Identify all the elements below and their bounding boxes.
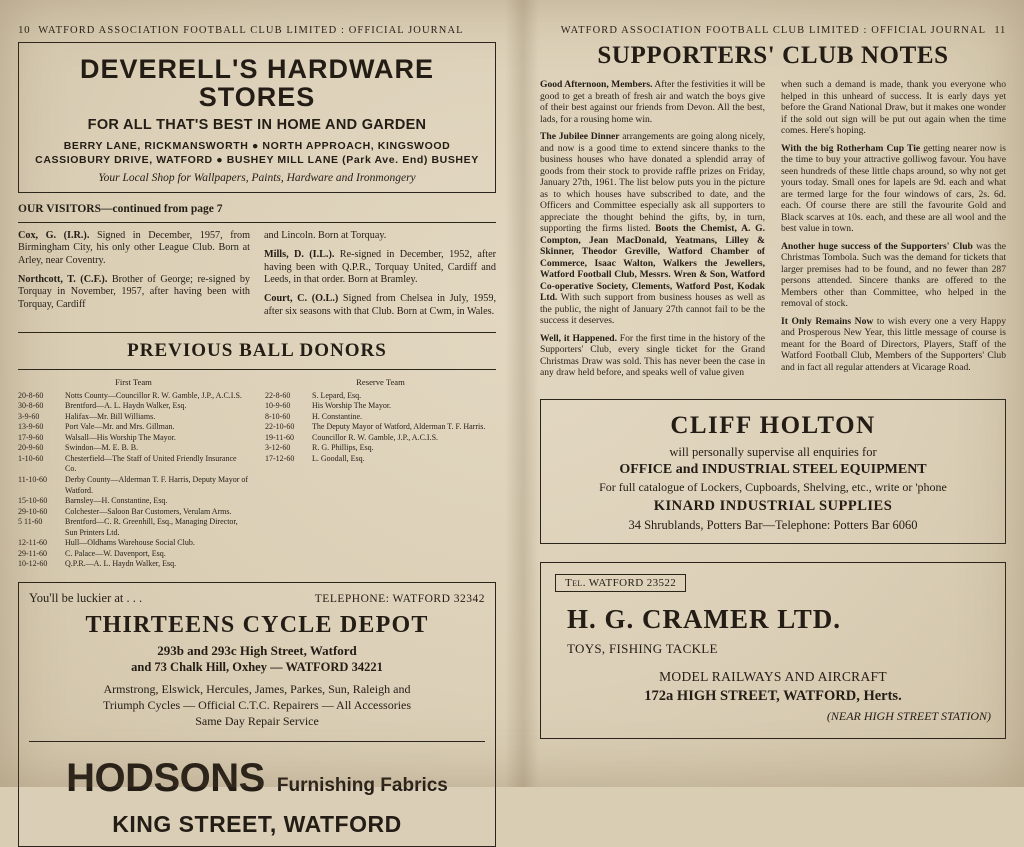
supporters-club-notes-title: SUPPORTERS' CLUB NOTES xyxy=(597,42,949,69)
thirteens-cycle-depot-ad xyxy=(18,582,496,847)
donor-date: 30-8-60 xyxy=(18,401,44,411)
donor-name: Councillor R. W. Gamble, J.P., A.C.I.S. xyxy=(312,432,439,442)
donor-name: Walsall—His Worship The Mayor. xyxy=(65,432,176,442)
notes-paragraph: It Only Remains Now to wish every one a very Happy and Prosperous New Year, this little message of course is meant for the Board of Directors, Players, Staff of the Watford Football Club, Members of the Supporters' Club and in fact all regular attenders at Vicarage Road. xyxy=(781,315,1006,373)
our-visitors-section xyxy=(18,203,496,334)
notes-paragraph: Good Afternoon, Members. After the festivities it will be good to get a breath of fresh air and watch the boys give of their best against our friends from Devon. All the best, lads, for a rousing home win. xyxy=(540,79,766,125)
donor-row xyxy=(265,433,496,444)
donor-date: 12-11-60 xyxy=(18,538,48,548)
donor-name: L. Goodall, Esq. xyxy=(312,453,365,463)
donor-date: 19-11-60 xyxy=(265,432,295,442)
donor-name: His Worship The Mayor. xyxy=(312,401,392,411)
cliff-holton-ad-line1: will personally supervise all enquiries for xyxy=(669,444,877,459)
visitor-entry xyxy=(18,274,250,311)
first-team-heading: First Team xyxy=(115,377,152,388)
donor-date: 20-8-60 xyxy=(18,390,44,400)
donor-row xyxy=(18,496,249,507)
ball-donors-reserve-team xyxy=(265,377,496,570)
ball-donors-rule xyxy=(18,369,496,370)
notes-lead-in: It Only Remains Now xyxy=(781,315,874,327)
visitors-column-2 xyxy=(264,230,496,326)
notes-paragraph: when such a demand is made, thank you everyone who helped in this unheard of success. It is early days yet before the Grand National Draw, but it makes one wonder if the sold out sign will be put out again when the time comes. Here's hoping. xyxy=(781,79,1006,136)
notes-lead-in: Another huge success of the Supporters' Club xyxy=(781,240,973,252)
deverell-ad-title: DEVERELL'S HARDWARE STORES xyxy=(80,54,434,113)
donor-date: 3-9-60 xyxy=(18,411,40,421)
visitor-text: Signed from Chelsea in July, 1959, after six seasons with that Club. Born at Cwm, in Wales. xyxy=(264,293,496,317)
notes-donor-list: Boots the Chemist, A. G. Compton, Jean MacDonald, Yeatmans, Lilley & Skinner, Theodor Greville, Watford Chamber of Commerce, Isaac Walton, Walkers the Jewellers, Watford Football Club, Messrs. Wren & Son, Watford Co-operative Society, Clements, Watford Post, Kodak Ltd. xyxy=(540,223,765,303)
visitor-text: Brother of George; re-signed by Torquay in November, 1957, after having been with Torquay, Cardiff xyxy=(18,274,251,310)
notes-lead-in: The Jubilee Dinner xyxy=(540,131,620,142)
donor-name: Swindon—M. E. B. B. xyxy=(65,443,139,453)
hodsons-ad-address: KING STREET, WATFORD xyxy=(112,811,402,838)
donor-row xyxy=(18,517,249,538)
left-page xyxy=(18,24,496,838)
donor-row xyxy=(265,401,496,412)
supporters-notes-columns xyxy=(540,79,1006,385)
cliff-holton-ad-line2: OFFICE and INDUSTRIAL STEEL EQUIPMENT xyxy=(619,461,927,477)
donor-row xyxy=(18,391,249,402)
donor-name: C. Palace—W. Davenport, Esq. xyxy=(65,548,166,558)
notes-lead-in: With the big Rotherham Cup Tie xyxy=(781,142,921,154)
notes-lead-in: Well, it Happened. xyxy=(540,332,617,344)
visitor-text: Signed in December, 1957, from Birmingham City, his only other League Club. Born at Arley, near Coventry. xyxy=(18,229,251,266)
page-gutter-shadow xyxy=(505,0,539,787)
visitors-column-1 xyxy=(18,230,250,326)
thirteens-ad-telephone: TELEPHONE: WATFORD 32342 xyxy=(314,592,485,605)
visitors-rule-bottom xyxy=(18,332,496,333)
donor-date: 13-9-60 xyxy=(18,422,44,432)
left-running-head: WATFORD ASSOCIATION FOOTBALL CLUB LIMITED : OFFICIAL JOURNAL xyxy=(38,25,464,36)
deverell-ad-tagline: Your Local Shop for Wallpapers, Paints, Hardware and Ironmongery xyxy=(98,171,416,184)
thirteens-ad-address1: 293b and 293c High Street, Watford xyxy=(157,642,357,658)
visitor-name: Cox, G. (I.R.). xyxy=(18,229,90,241)
donor-row xyxy=(18,412,249,423)
deverell-ad-branches-line1: BERRY LANE, RICKMANSWORTH ● NORTH APPROACH, KINGSWOOD xyxy=(63,139,451,152)
donor-date: 10-9-60 xyxy=(265,401,291,411)
donor-row xyxy=(18,507,249,518)
our-visitors-columns xyxy=(18,230,496,326)
donor-date: 17-12-60 xyxy=(265,453,295,463)
donor-row xyxy=(18,538,249,549)
previous-ball-donors-section xyxy=(18,340,496,570)
cramer-ad-name: H. G. CRAMER LTD. xyxy=(567,603,842,634)
thirteens-ad-lead: You'll be luckier at . . . xyxy=(29,590,143,605)
deverell-ad-subtitle: FOR ALL THAT'S BEST IN HOME AND GARDEN xyxy=(87,116,427,133)
cliff-holton-ad xyxy=(540,399,1006,544)
hodsons-ad-name: HODSONS xyxy=(66,756,265,801)
thirteens-ad-address2: and 73 Chalk Hill, Oxhey — WATFORD 34221 xyxy=(131,659,383,674)
reserve-team-heading: Reserve Team xyxy=(356,377,405,388)
hodsons-ad-row xyxy=(29,756,485,801)
notes-paragraph: Another huge success of the Supporters' Club was the Christmas Tombola. Such was the demand for tickets that larger premises had to be found, and no fewer than 287 persons attended. Sincere thanks are offered to the Members other than Committee, who helped in the removal of stock. xyxy=(781,240,1007,309)
cramer-ad-line3: (NEAR HIGH STREET STATION) xyxy=(826,708,991,723)
right-page-number: 11 xyxy=(994,24,1006,36)
donor-row xyxy=(18,443,249,454)
left-folio xyxy=(18,24,496,36)
donor-date: 22-8-60 xyxy=(265,390,291,400)
donor-row xyxy=(18,454,249,475)
cramer-ad-line2: 172a HIGH STREET, WATFORD, Herts. xyxy=(644,687,902,704)
visitor-name: Mills, D. (I.L.). xyxy=(264,249,335,261)
donor-name: Port Vale—Mr. and Mrs. Gillman. xyxy=(65,422,175,432)
donor-date: 29-11-60 xyxy=(18,548,48,558)
donor-row xyxy=(18,433,249,444)
visitor-entry-cont: and Lincoln. Born at Torquay. xyxy=(264,229,387,241)
ball-donors-first-team xyxy=(18,377,249,570)
donor-row xyxy=(18,401,249,412)
notes-paragraph: The Jubilee Dinner arrangements are going along nicely, and now is a good time to extend sincere thanks to the business houses who have donated a splendid array of goods from their stock to provide raffle prizes on Friday, January 27th, 1961. The list below puts you in the picture as to which houses have subscribed to date, and the Officers and Committee especially ask all supporters to appreciate the thought behind the gifts, by, in turn, supporting the firms listed. Boots the Chemist, A. G. Compton, Jean MacDonald, Yeatmans, Lilley & Skinner, Theodor Greville, Watford Chamber of Commerce, Isaac Walton, Walkers the Jewellers, Watford Football Club, Messrs. Wren & Son, Watford Co-operative Society, Clements, Watford Post, Kodak Ltd. With such support from business houses as well as the public, the night of January 27th cannot fail to be the success it deserves. xyxy=(540,131,765,326)
deverell-ad-branches-line2: CASSIOBURY DRIVE, WATFORD ● BUSHEY MILL LANE (Park Ave. End) BUSHEY xyxy=(35,153,479,166)
right-running-head: WATFORD ASSOCIATION FOOTBALL CLUB LIMITED : OFFICIAL JOURNAL xyxy=(560,25,987,36)
donor-date: 29-10-60 xyxy=(18,506,48,516)
thirteens-ad-body3: Same Day Repair Service xyxy=(195,713,319,728)
donor-row xyxy=(18,422,249,433)
donor-name: Halifax—Mr. Bill Williams. xyxy=(65,411,156,421)
donor-name: Hull—Oldhams Warehouse Social Club. xyxy=(65,538,195,548)
donor-name: Derby County—Alderman T. F. Harris, Deputy Mayor of Watford. xyxy=(65,475,249,495)
donor-date: 15-10-60 xyxy=(18,496,48,506)
donor-row xyxy=(265,422,496,433)
donor-name: Notts County—Councillor R. W. Gamble, J.P., A.C.I.S. xyxy=(65,390,242,400)
donor-name: Chesterfield—The Staff of United Friendly Insurance Co. xyxy=(65,453,237,474)
donor-row xyxy=(265,454,496,465)
donor-date: 10-12-60 xyxy=(18,559,48,569)
donor-name: Barnsley—H. Constantine, Esq. xyxy=(65,496,168,506)
ball-donors-columns xyxy=(18,377,496,570)
notes-lead-in: Good Afternoon, Members. xyxy=(540,79,653,90)
visitor-entry xyxy=(264,249,496,286)
donor-date: 1-10-60 xyxy=(18,453,44,463)
right-folio xyxy=(540,24,1006,36)
donor-date: 17-9-60 xyxy=(18,432,44,442)
supporters-notes-column-1 xyxy=(540,79,765,385)
donor-row xyxy=(265,443,496,454)
thirteens-hodsons-divider xyxy=(29,741,485,742)
deverell-hardware-ad xyxy=(18,42,496,193)
hg-cramer-ad xyxy=(540,562,1006,739)
cliff-holton-ad-line4: KINARD INDUSTRIAL SUPPLIES xyxy=(653,497,893,514)
donor-name: S. Lepard, Esq. xyxy=(312,390,362,400)
thirteens-ad-top-row xyxy=(29,591,485,606)
hodsons-ad-tagline: Furnishing Fabrics xyxy=(276,775,448,797)
visitor-entry xyxy=(18,230,250,267)
visitors-rule-top xyxy=(18,222,496,223)
thirteens-ad-body2: Triumph Cycles — Official C.T.C. Repairers — All Accessories xyxy=(102,697,412,712)
notes-paragraph: With the big Rotherham Cup Tie getting nearer now is the time to buy your attractive golliwog favour. You have seen hundreds of these little chaps around, so why not get yours today. Small ones for lapels are 9d. each and what are termed large for the four windows of cars, 2s. 6d. each. Of course there are still the favourite Gold and Black scarves at 10s. each, and these are all wool and the best value in town. xyxy=(781,142,1007,234)
notes-paragraph: Well, it Happened. For the first time in the history of the Supporters' Club, every single ticket for the Grand Christmas Draw was sold. This has never been the case in any draw held before, and speaks well of value given xyxy=(540,332,765,378)
left-page-number: 10 xyxy=(18,24,31,36)
donor-date: 11-10-60 xyxy=(18,475,48,485)
supporters-notes-column-2 xyxy=(781,79,1006,385)
donor-date: 20-9-60 xyxy=(18,443,44,453)
visitor-name: Court, C. (O.L.) xyxy=(264,293,339,305)
visitor-name: Northcott, T. (C.F.). xyxy=(18,274,108,285)
donor-row xyxy=(18,475,249,496)
donor-name: R. G. Phillips, Esq. xyxy=(312,443,374,453)
cramer-ad-telephone: Tel. WATFORD 23522 xyxy=(555,574,686,592)
donor-row xyxy=(265,412,496,423)
donor-name: Brentford—A. L. Haydn Walker, Esq. xyxy=(65,401,187,411)
donor-name: The Deputy Mayor of Watford, Alderman T. F. Harris. xyxy=(312,422,486,432)
donor-name: Colchester—Saloon Bar Customers, Verulam Arms. xyxy=(65,506,232,516)
donor-name: Q.P.R.—A. L. Haydn Walker, Esq. xyxy=(65,559,177,569)
cliff-holton-ad-line3: For full catalogue of Lockers, Cupboards, Shelving, etc., write or 'phone xyxy=(599,479,947,494)
cramer-ad-subtitle: TOYS, FISHING TACKLE xyxy=(567,640,718,656)
donor-date: 22-10-60 xyxy=(265,422,295,432)
visitor-text: Re-signed in December, 1952, after having been with Q.P.R., Torquay United, Cardiff and Leeds, in that order. Born at Bramley. xyxy=(264,249,496,285)
cramer-ad-heading-block xyxy=(555,604,991,657)
donor-name: H. Constantine. xyxy=(312,411,362,421)
donor-date: 8-10-60 xyxy=(265,411,291,421)
donor-row xyxy=(18,559,249,570)
cliff-holton-ad-line5: 34 Shrublands, Potters Bar—Telephone: Potters Bar 6060 xyxy=(628,517,918,532)
right-page xyxy=(540,24,1006,766)
cramer-ad-line1: MODEL RAILWAYS AND AIRCRAFT xyxy=(659,668,887,684)
donor-date: 3-12-60 xyxy=(265,443,291,453)
ball-donors-title: PREVIOUS BALL DONORS xyxy=(127,340,387,362)
donor-date: 5 11-60 xyxy=(18,517,43,527)
cliff-holton-ad-title: CLIFF HOLTON xyxy=(670,411,876,439)
thirteens-ad-body1: Armstrong, Elswick, Hercules, James, Parkes, Sun, Raleigh and xyxy=(103,681,411,696)
thirteens-ad-name: THIRTEENS CYCLE DEPOT xyxy=(85,611,429,638)
donor-name: Brentford—C. R. Greenhill, Esq., Managing Director, Sun Printers Ltd. xyxy=(65,517,238,537)
donor-row xyxy=(265,391,496,402)
our-visitors-heading: OUR VISITORS—continued from page 7 xyxy=(18,202,223,215)
donor-row xyxy=(18,549,249,560)
visitor-entry xyxy=(264,293,496,318)
